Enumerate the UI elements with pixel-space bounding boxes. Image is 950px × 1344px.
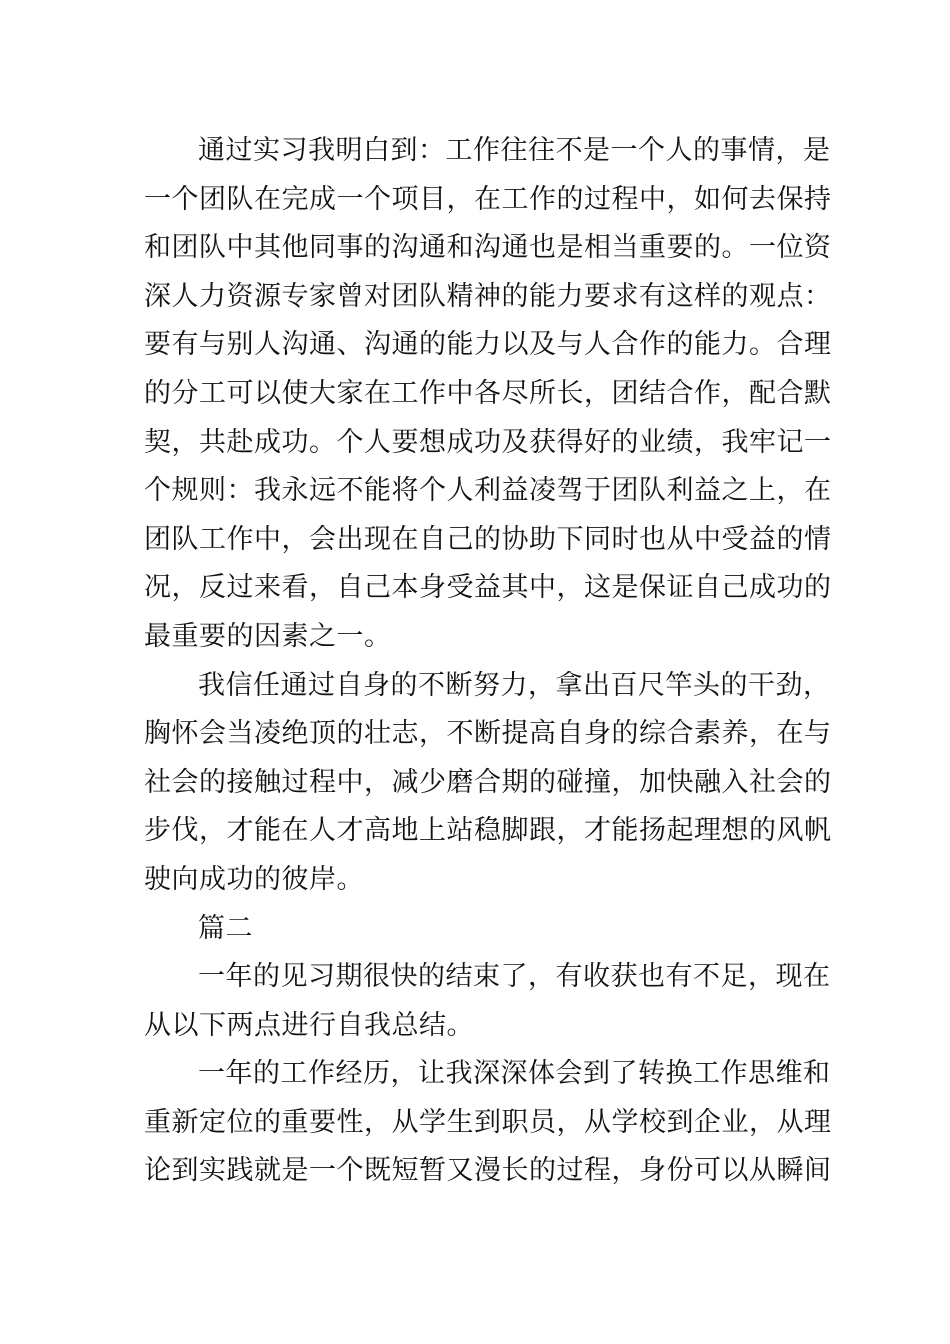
text-line: 要有与别人沟通、沟通的能力以及与人合作的能力。合理: [144, 329, 832, 361]
text-line: 契，共赴成功。个人要想成功及获得好的业绩，我牢记一: [144, 426, 832, 458]
section-heading-text: 篇二: [198, 912, 253, 944]
text-line: 一个团队在完成一个项目，在工作的过程中，如何去保持: [144, 183, 832, 215]
text-line: 通过实习我明白到：工作往往不是一个人的事情，是: [198, 135, 831, 166]
text-line: 我信任通过自身的不断努力，拿出百尺竿头的干劲，: [198, 669, 831, 701]
text-line: 论到实践就是一个既短暂又漫长的过程，身份可以从瞬间: [144, 1155, 832, 1187]
text-line: 深人力资源专家曾对团队精神的能力要求有这样的观点：: [144, 280, 832, 312]
text-line: 重新定位的重要性，从学生到职员，从学校到企业，从理: [144, 1106, 832, 1138]
text-line: 况，反过来看，自己本身受益其中，这是保证自己成功的: [144, 572, 832, 604]
paragraph-self-effort: [144, 662, 832, 905]
text-line: 的分工可以使大家在工作中各尽所长，团结合作，配合默: [144, 377, 832, 409]
text-line: 驶向成功的彼岸。: [144, 863, 364, 895]
text-line: 团队工作中，会出现在自己的协助下同时也从中受益的情: [144, 523, 832, 555]
document-body: [144, 127, 832, 1196]
paragraph-intro: [144, 953, 831, 1050]
paragraph-work-experience: [144, 1050, 832, 1196]
text-line: 个规则：我永远不能将个人利益凌驾于团队利益之上，在: [144, 475, 832, 507]
text-line: 胸怀会当凌绝顶的壮志，不断提高自身的综合素养，在与: [144, 718, 832, 750]
text-line: 最重要的因素之一。: [144, 620, 392, 652]
section-heading: [144, 905, 808, 954]
text-line: 一年的见习期很快的结束了，有收获也有不足，现在: [198, 961, 831, 993]
text-line: 从以下两点进行自我总结。: [144, 1009, 474, 1041]
text-line: 和团队中其他同事的沟通和沟通也是相当重要的。一位资: [144, 232, 832, 264]
text-line: 一年的工作经历，让我深深体会到了转换工作思维和: [198, 1058, 831, 1090]
paragraph-teamwork: [144, 127, 832, 662]
text-line: 社会的接触过程中，减少磨合期的碰撞，加快融入社会的: [144, 766, 832, 798]
text-line: 步伐，才能在人才高地上站稳脚跟，才能扬起理想的风帆: [144, 815, 832, 847]
